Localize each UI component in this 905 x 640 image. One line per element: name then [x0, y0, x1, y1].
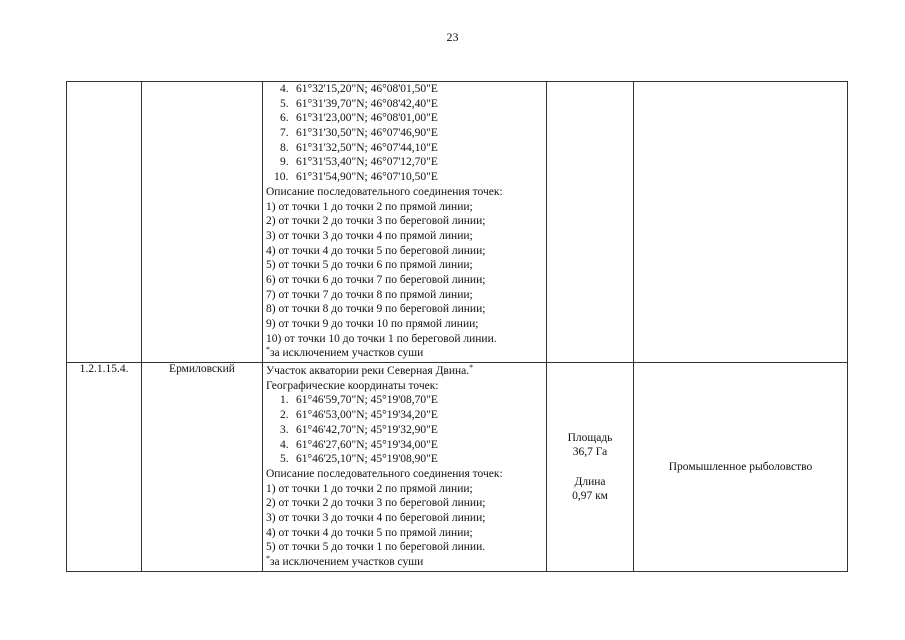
length-label: Длина: [574, 475, 606, 488]
connection-line: 3) от точки 3 до точки 4 по прямой линии;: [266, 229, 473, 242]
table-row: [67, 363, 848, 572]
coordinate-line: 4. 61°32'15,20"N; 46°08'01,50"E: [280, 83, 438, 95]
coordinate-line: 6. 61°31'23,00"N; 46°08'01,00"E: [280, 112, 438, 125]
coordinate-line: 2. 61°46'53,00"N; 45°19'34,20"E: [280, 409, 438, 422]
connection-line: 9) от точки 9 до точки 10 по прямой линии;: [266, 318, 479, 330]
connection-line: 1) от точки 1 до точки 2 по прямой линии;: [266, 482, 473, 495]
connection-line: 7) от точки 7 до точки 8 по прямой линии;: [266, 288, 473, 301]
coordinates-heading: Географические координаты точек:: [266, 379, 439, 392]
area-name-cell: [142, 363, 263, 572]
connection-line: 1) от точки 1 до точки 2 по прямой линии;: [266, 200, 473, 213]
area-description-cell: [263, 82, 547, 363]
area-value: 36,7 Га: [572, 445, 608, 458]
connection-line: 3) от точки 3 до точки 4 по береговой линии;: [266, 511, 486, 524]
coordinate-line: 9. 61°31'53,40"N; 46°07'12,70"E: [280, 156, 438, 169]
coordinate-line: 8. 61°31'32,50"N; 46°07'44,10"E: [280, 141, 438, 154]
coordinate-line: 5. 61°31'39,70"N; 46°08'42,40"E: [280, 97, 438, 110]
connection-line: 5) от точки 5 до точки 6 по прямой линии;: [266, 259, 473, 272]
connection-line: 8) от точки 8 до точки 9 по береговой линии;: [266, 303, 486, 316]
table-row: [67, 82, 848, 363]
area-purpose-cell: [634, 363, 848, 572]
page-number: 23: [446, 30, 459, 44]
area-description-cell: [263, 363, 547, 572]
coordinate-line: 5. 61°46'25,10"N; 45°19'08,90"E: [280, 453, 438, 466]
connection-line: 2) от точки 2 до точки 3 по береговой линии;: [266, 215, 486, 228]
coordinate-line: 7. 61°31'30,50"N; 46°07'46,90"E: [280, 127, 438, 140]
length-value: 0,97 км: [572, 489, 608, 502]
land-exclusion-note: *за исключением участков суши: [266, 554, 424, 568]
connection-line: 2) от точки 2 до точки 3 по береговой линии;: [266, 497, 486, 510]
connection-line: 4) от точки 4 до точки 5 по береговой линии;: [266, 244, 486, 257]
area-parameters-cell: [547, 82, 634, 363]
area-number-cell: [67, 363, 142, 572]
connection-line: 10) от точки 10 до точки 1 по береговой линии.: [266, 332, 497, 345]
coordinate-line: 1. 61°46'59,70"N; 45°19'08,70"E: [280, 394, 438, 407]
connection-heading: Описание последовательного соединения точек:: [266, 185, 503, 198]
connection-line: 4) от точки 4 до точки 5 по прямой линии;: [266, 526, 473, 539]
coordinate-line: 3. 61°46'42,70"N; 45°19'32,90"E: [280, 423, 438, 436]
area-name-cell: [142, 82, 263, 363]
connection-line: 6) от точки 6 до точки 7 по береговой линии;: [266, 273, 486, 286]
area-purpose-cell: [634, 82, 848, 363]
area-number-cell: [67, 82, 142, 363]
area-purpose: Промышленное рыболовство: [668, 460, 813, 473]
area-parameters-cell: [547, 363, 634, 572]
area-label: Площадь: [567, 431, 613, 444]
land-exclusion-note: *за исключением участков суши: [266, 345, 424, 360]
fishing-areas-table: [66, 81, 848, 572]
area-title: Участок акватории реки Северная Двина.*: [266, 363, 474, 378]
connection-heading: Описание последовательного соединения точек:: [266, 467, 503, 480]
connection-line: 5) от точки 5 до точки 1 по береговой линии.: [266, 541, 486, 554]
area-number: 1.2.1.15.4.: [79, 363, 129, 376]
area-name: Ермиловский: [169, 363, 235, 376]
coordinate-line: 4. 61°46'27,60"N; 45°19'34,00"E: [280, 438, 438, 451]
coordinate-line: 10. 61°31'54,90"N; 46°07'10,50"E: [274, 171, 438, 184]
